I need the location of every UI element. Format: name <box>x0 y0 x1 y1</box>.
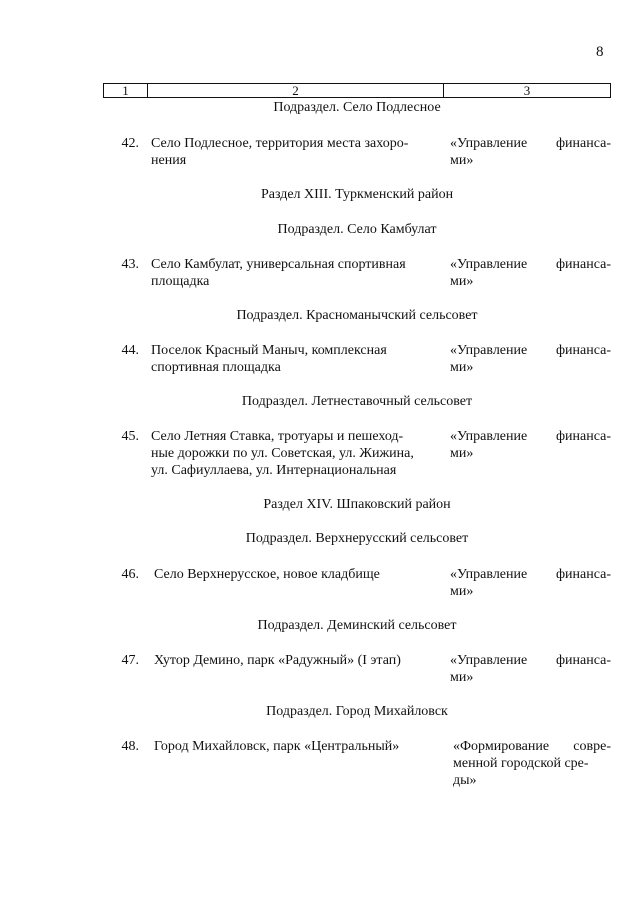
subsection-heading: Подраздел. Верхнерусский сельсовет <box>245 531 469 546</box>
row-program <box>450 256 611 290</box>
row-number: 44. <box>121 343 139 358</box>
row-program-word: финанса- <box>555 567 611 582</box>
row-program-word: «Управление <box>450 343 528 358</box>
row-program-line: ми» <box>450 153 474 168</box>
row-program-word: совре- <box>573 739 611 754</box>
section-heading: Раздел XIII. Туркменский район <box>260 187 454 202</box>
row-program <box>450 342 611 376</box>
subsection-heading: Подраздел. Село Подлесное <box>273 100 441 115</box>
row-number: 47. <box>121 653 139 668</box>
row-object-line: Село Верхнерусское, новое кладбище <box>154 567 380 582</box>
table-header-col-2: 2 <box>148 84 444 97</box>
row-program-line: ми» <box>450 360 474 375</box>
row-object <box>154 652 444 669</box>
row-object <box>151 135 441 169</box>
row-object <box>151 342 441 376</box>
row-object-line: Город Михайловск, парк «Центральный» <box>154 739 400 754</box>
table-header-col-1: 1 <box>104 84 148 97</box>
row-object-line: нения <box>151 153 187 168</box>
row-number: 43. <box>121 257 139 272</box>
subsection-heading: Подраздел. Красноманычский сельсовет <box>236 308 478 323</box>
section-heading: Раздел XIV. Шпаковский район <box>263 497 451 512</box>
row-number: 46. <box>121 567 139 582</box>
row-object-line: ные дорожки по ул. Советская, ул. Жижина, <box>151 446 414 461</box>
row-object-line: спортивная площадка <box>151 360 281 375</box>
row-number: 45. <box>121 429 139 444</box>
row-program-word: финанса- <box>555 653 611 668</box>
row-program-word: финанса- <box>555 343 611 358</box>
row-program-word: «Управление <box>450 429 528 444</box>
row-object-line: Поселок Красный Маныч, комплексная <box>151 343 387 358</box>
row-object-line: ул. Сафиуллаева, ул. Интернациональная <box>151 463 397 478</box>
row-program-word: «Управление <box>450 136 528 151</box>
table-header <box>103 83 611 98</box>
row-object <box>154 738 444 755</box>
row-program-line: ми» <box>450 584 474 599</box>
row-program <box>450 135 611 169</box>
row-program <box>450 652 611 686</box>
row-number: 42. <box>121 136 139 151</box>
subsection-heading: Подраздел. Город Михайловск <box>266 704 448 719</box>
row-program-word: «Формирование <box>453 739 550 754</box>
row-program-line: ми» <box>450 274 474 289</box>
row-program <box>453 738 611 789</box>
subsection-heading: Подраздел. Летнеставочный сельсовет <box>241 394 473 409</box>
row-number: 48. <box>121 739 139 754</box>
row-program <box>450 566 611 600</box>
row-program-word: «Управление <box>450 567 528 582</box>
row-program-line: ды» <box>453 773 477 788</box>
subsection-heading: Подраздел. Деминский сельсовет <box>257 618 457 633</box>
row-program <box>450 428 611 462</box>
subsection-heading: Подраздел. Село Камбулат <box>277 222 437 237</box>
table-header-col-3: 3 <box>523 83 531 98</box>
row-program-word: финанса- <box>555 429 611 444</box>
row-object-line: Хутор Демино, парк «Радужный» (I этап) <box>154 653 401 668</box>
row-object <box>151 256 441 290</box>
row-program-word: финанса- <box>555 257 611 272</box>
row-object-line: площадка <box>151 274 210 289</box>
row-object <box>151 428 441 479</box>
row-program-line: менной городской сре- <box>453 756 589 771</box>
row-program-line: ми» <box>450 446 474 461</box>
row-object-line: Село Подлесное, территория места захоро- <box>151 136 409 151</box>
row-program-line: ми» <box>450 670 474 685</box>
row-program-word: «Управление <box>450 257 528 272</box>
page-number: 8 <box>596 44 604 60</box>
row-program-word: финанса- <box>555 136 611 151</box>
row-object-line: Село Летняя Ставка, тротуары и пешеход- <box>151 429 404 444</box>
row-object <box>154 566 444 583</box>
row-object-line: Село Камбулат, универсальная спортивная <box>151 257 406 272</box>
row-program-word: «Управление <box>450 653 528 668</box>
